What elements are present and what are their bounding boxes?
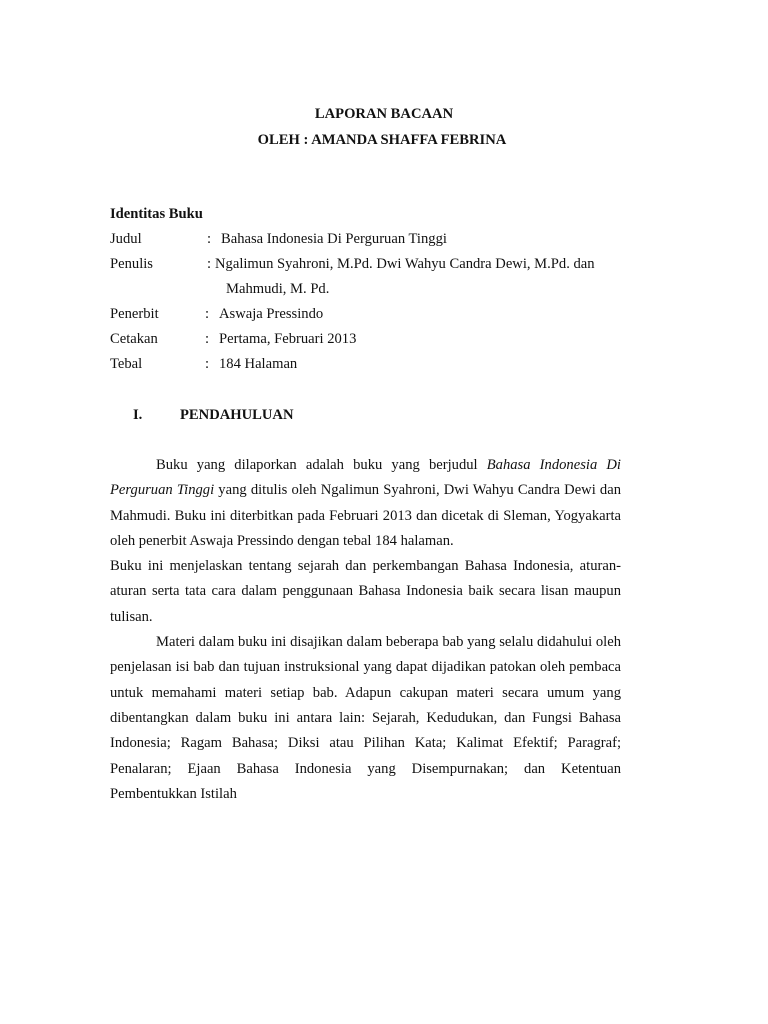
identity-value: Bahasa Indonesia Di Perguruan Tinggi bbox=[221, 231, 447, 247]
paragraph-1-end: yang ditulis oleh Ngalimun Syahroni, Dwi Wahyu Candra Dewi dan Mahmudi. Buku ini diterbitkan pada Februari 2013 dan dicetak di Sleman, Yogyakarta oleh penerbit Aswaja Pressindo dengan tebal 184 halaman. bbox=[110, 482, 621, 549]
author-line: OLEH : AMANDA SHAFFA FEBRINA bbox=[257, 132, 507, 148]
identity-label: Judul bbox=[110, 231, 142, 247]
identity-value-continued: Mahmudi, M. Pd. bbox=[226, 281, 330, 297]
identity-colon: : bbox=[207, 256, 212, 272]
book-title-italic: Bahasa Indonesia Di Perguruan Tinggi bbox=[110, 457, 621, 499]
identity-colon: : bbox=[205, 356, 210, 372]
identity-colon: : bbox=[205, 331, 210, 347]
identity-colon: : bbox=[205, 306, 210, 322]
identity-label: Penulis bbox=[110, 256, 153, 272]
book-identity bbox=[110, 202, 630, 377]
identity-label: Cetakan bbox=[110, 331, 158, 347]
body-text bbox=[110, 453, 621, 807]
identity-row-penulis bbox=[110, 252, 630, 302]
section-heading bbox=[133, 403, 294, 428]
identity-colon: : bbox=[207, 231, 212, 247]
identity-value-block bbox=[213, 252, 630, 302]
identity-label: Penerbit bbox=[110, 306, 159, 322]
book-identity-heading: Identitas Buku bbox=[110, 206, 203, 222]
paragraph-1-start: Buku yang dilaporkan adalah buku yang berjudul bbox=[156, 457, 487, 473]
identity-label: Tebal bbox=[110, 356, 143, 372]
identity-value: Aswaja Pressindo bbox=[219, 306, 324, 322]
identity-value: Pertama, Februari 2013 bbox=[219, 331, 357, 347]
identity-value: Ngalimun Syahroni, M.Pd. Dwi Wahyu Candra Dewi, M.Pd. dan bbox=[215, 256, 595, 272]
section-number: I. bbox=[133, 407, 143, 423]
identity-row-judul bbox=[110, 227, 630, 252]
identity-row-cetakan bbox=[110, 327, 630, 352]
paragraph-2: Buku ini menjelaskan tentang sejarah dan perkembangan Bahasa Indonesia, aturan-aturan serta tata cara dalam penggunaan Bahasa Indonesia baik secara lisan maupun tulisan. bbox=[110, 558, 621, 625]
section-title: PENDAHULUAN bbox=[180, 407, 294, 423]
identity-row-tebal bbox=[110, 352, 630, 377]
identity-value: 184 Halaman bbox=[219, 356, 298, 372]
document-title: LAPORAN BACAAN bbox=[314, 106, 454, 122]
paragraph-1 bbox=[110, 453, 621, 554]
paragraph-3: Materi dalam buku ini disajikan dalam beberapa bab yang selalu didahului oleh penjelasan isi bab dan tujuan instruksional yang dapat dijadikan patokan oleh pembaca untuk memahami materi setiap bab. Adapun cakupan materi secara umum yang dibentangkan dalam buku ini antara lain: Sejarah, Kedudukan, dan Fungsi Bahasa Indonesia; Ragam Bahasa; Diksi atau Pilihan Kata; Kalimat Efektif; Paragraf; Penalaran; Ejaan Bahasa Indonesia yang Disempurnakan; dan Ketentuan Pembentukkan Istilah bbox=[110, 634, 621, 802]
identity-row-penerbit bbox=[110, 302, 630, 327]
title-block bbox=[0, 101, 768, 153]
